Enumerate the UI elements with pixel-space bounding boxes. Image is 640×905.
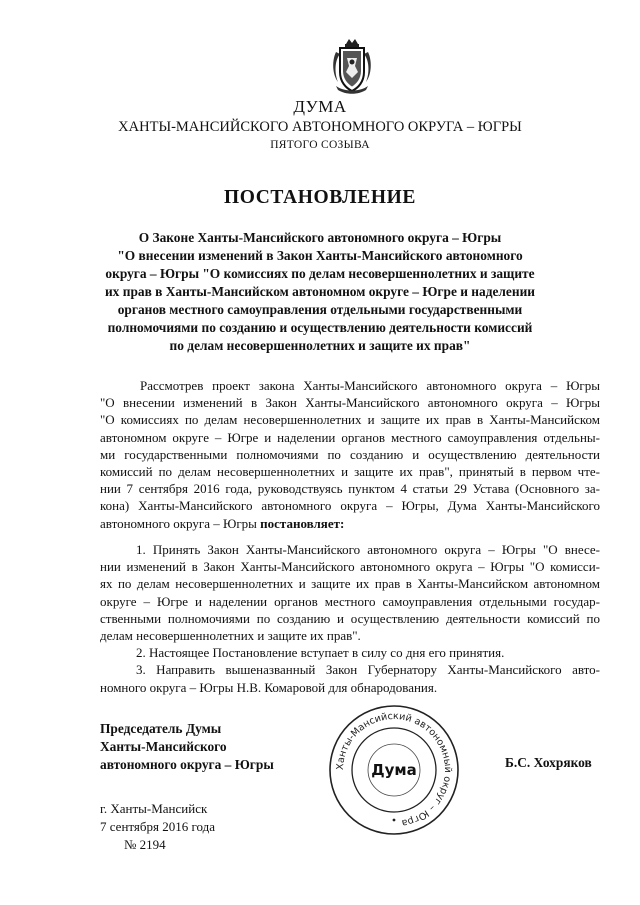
decides-keyword: постановляет:: [260, 515, 345, 531]
item-line: номного округа – Югры Н.В. Комаровой для обнародования.: [100, 679, 438, 695]
item-line: округе – Югре и наделении органов местного самоуправления отдельными государ-: [100, 593, 600, 609]
position-line: автономного округа – Югры: [100, 757, 274, 772]
document-subject: [100, 229, 540, 355]
document-type: ПОСТАНОВЛЕНИЕ: [223, 187, 417, 208]
item-line: делам несовершеннолетних и защите их прав".: [100, 628, 361, 644]
text-line: комиссий по делам несовершеннолетних и защите их прав", принятый в первом чте-: [100, 464, 600, 480]
date: 7 сентября 2016 года: [100, 819, 216, 834]
item-line: 2. Настоящее Постановление вступает в силу со дня его принятия.: [136, 645, 505, 661]
city: г. Ханты-Мансийск: [100, 801, 208, 816]
item-line: ственными полномочиями по созданию и осуществлению деятельности комиссий по: [100, 610, 600, 626]
official-stamp: [326, 702, 462, 838]
convocation: ПЯТОГО СОЗЫВА: [270, 139, 370, 151]
org-name: ДУМА: [293, 97, 347, 116]
item-line: ях по делам несовершеннолетних и защите их прав в Ханты-Мансийском автономном: [100, 576, 600, 592]
intro-paragraph: [100, 377, 600, 532]
document-footer: [100, 800, 215, 854]
text-line: Рассмотрев проект закона Ханты-Мансийского автономного округа – Югры: [140, 378, 600, 393]
stamp-ring-text: Ханты-Мансийский автономный округ – Югра: [334, 710, 454, 829]
position-line: Председатель Думы: [100, 721, 222, 736]
text-line: автономном округе – Югре и наделении органов местного самоуправления отдельны-: [100, 429, 600, 445]
signatory-position: [100, 720, 274, 774]
subject-line: "О внесении изменений в Закон Ханты-Мансийского автономного: [117, 248, 523, 263]
subject-line: округа – Югры "О комиссиях по делам несовершеннолетних и защите: [105, 266, 535, 281]
text-line: ми государственными полномочиями по созданию и осуществлению деятельности: [100, 446, 600, 462]
text-line: нии 7 сентября 2016 года, руководствуясь пунктом 4 статьи 29 Устава (Основного за-: [100, 481, 600, 497]
text-line: "О внесении изменений в Закон Ханты-Мансийского автономного округа – Югры: [100, 395, 600, 411]
region-name: ХАНТЫ-МАНСИЙСКОГО АВТОНОМНОГО ОКРУГА – ЮГРЫ: [118, 119, 522, 135]
subject-line: по делам несовершеннолетних и защите их прав": [169, 338, 471, 353]
position-line: Ханты-Мансийского: [100, 739, 227, 754]
item-line: нии изменений в Закон Ханты-Мансийского автономного округа – Югры "О комисси-: [100, 559, 600, 575]
resolution-items: [100, 541, 600, 696]
signatory-name: Б.С. Хохряков: [505, 755, 592, 770]
subject-line: их прав в Ханты-Мансийском автономном округе – Югре и наделении: [104, 284, 536, 299]
subject-line: органов местного самоуправления отдельными государственными: [117, 302, 523, 317]
coat-of-arms-icon: [330, 38, 374, 96]
text-line: "О комиссиях по делам несовершеннолетних и защите их прав в Ханты-Мансийском: [100, 412, 600, 428]
subject-line: полномочиями по созданию и осуществлению деятельности комиссий: [107, 320, 533, 335]
subject-line: О Законе Ханты-Мансийского автономного округа – Югры: [138, 230, 502, 245]
text-fragment: автономного округа – Югры: [100, 515, 261, 531]
text-line-last: [100, 515, 600, 532]
text-line: кона) Ханты-Мансийского автономного округа – Югры, Дума Ханты-Мансийского: [100, 498, 600, 514]
item-line: 3. Направить вышеназванный Закон Губернатору Ханты-Мансийского авто-: [136, 662, 600, 678]
stamp-center-text: Дума: [371, 761, 417, 779]
document-number: № 2194: [124, 837, 166, 852]
item-line: 1. Принять Закон Ханты-Мансийского автономного округа – Югры "О внесе-: [136, 542, 600, 557]
